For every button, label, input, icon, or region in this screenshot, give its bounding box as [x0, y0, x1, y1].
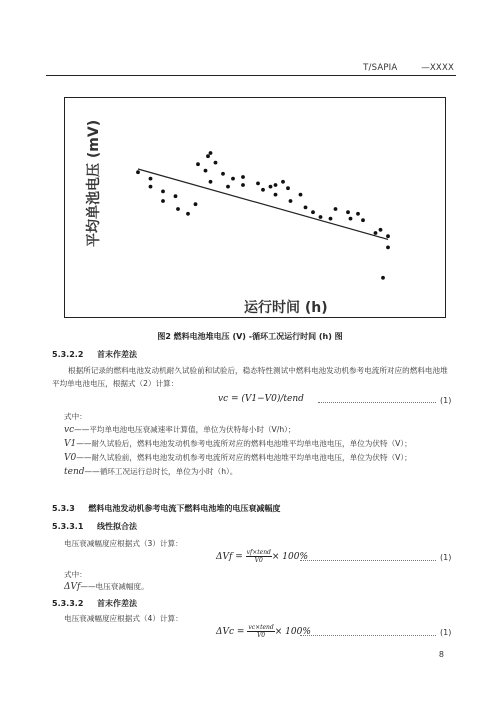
data-point — [149, 177, 153, 181]
data-point — [346, 210, 350, 214]
equation-number: (1) — [440, 396, 452, 405]
document-header — [363, 63, 454, 73]
data-point — [221, 172, 225, 176]
data-point — [196, 162, 200, 166]
data-point — [274, 193, 278, 197]
where-label: 式中： — [64, 570, 87, 579]
section-5-3-3-1-paragraph: 电压衰减幅度应根据式（3）计算： — [64, 539, 183, 548]
definition-item-vc — [64, 423, 448, 437]
data-point — [161, 190, 165, 194]
definition-item-tend — [64, 465, 448, 479]
data-point — [281, 180, 285, 184]
data-point — [356, 212, 360, 216]
data-point — [226, 185, 230, 189]
data-point — [261, 188, 265, 192]
data-point — [361, 218, 365, 222]
data-point — [136, 170, 140, 174]
fraction-denominator: V0 — [256, 632, 266, 639]
symbol-vc: vc — [64, 425, 75, 435]
formula-rhs: × 100% — [274, 627, 311, 637]
symbol-v0: V0 — [64, 453, 77, 463]
formula-3 — [216, 549, 308, 564]
voltage-time-scatter-chart — [64, 97, 446, 318]
data-point — [241, 183, 245, 187]
section-title: 首末作差法 — [96, 350, 137, 359]
section-5-3-3-2-paragraph: 电压衰减幅度应根据式（4）计算： — [64, 614, 183, 623]
section-number: 5.3.2.2 — [52, 350, 84, 359]
data-point — [194, 202, 198, 206]
data-point — [381, 276, 385, 280]
data-point — [334, 207, 338, 211]
definition-text: ——耐久试验后，燃料电池发动机参考电流所对应的燃料电池堆平均单电池电压，单位为伏特（V）； — [76, 439, 412, 448]
data-point — [209, 151, 213, 155]
formula-2: vc = (V1−V0)/tend — [218, 394, 304, 404]
section-number: 5.3.3 — [52, 504, 75, 513]
section-5-3-3-1-heading — [52, 521, 137, 532]
section-title: 线性拟合法 — [96, 522, 137, 531]
section-title: 首末作差法 — [96, 599, 137, 608]
formula-fraction — [246, 549, 272, 564]
fraction-numerator: vf×tend — [246, 549, 271, 556]
symbol-v1: V1 — [64, 439, 77, 449]
data-point — [329, 217, 333, 221]
definition-item-v0 — [64, 451, 448, 465]
where-label: 式中： — [64, 412, 87, 421]
section-5-3-2-2-paragraph: 根据所记录的燃料电池发动机耐久试验前和试验后，稳态特性测试中燃料电池发动机参考电流所对应的燃料电池堆平均单电池电压，根据式（2）计算： — [52, 366, 448, 388]
data-point — [286, 186, 290, 190]
definition-text: ——平均单电池电压衰减速率计算值，单位为伏特每小时（V/h）； — [74, 425, 296, 434]
section-5-3-2-2-heading — [52, 349, 137, 360]
data-point — [174, 194, 178, 198]
section-5-3-3-2-heading — [52, 598, 137, 609]
standard-number: —XXXX — [421, 63, 454, 73]
data-point — [374, 231, 378, 235]
y-axis-label: 平均单池电压 (mV) — [86, 119, 102, 247]
data-point — [269, 185, 273, 189]
section-number: 5.3.3.1 — [52, 522, 84, 531]
data-point — [289, 199, 293, 203]
equation-number: (1) — [440, 628, 452, 637]
equation-number: (1) — [440, 553, 452, 562]
data-point — [204, 169, 208, 173]
definition-text: ——循环工况运行总时长，单位为小时（h）。 — [84, 467, 238, 476]
data-point — [186, 212, 190, 216]
header-rule — [46, 75, 456, 76]
definition-text: ——耐久试验前，燃料电池发动机参考电流所对应的燃料电池堆平均单电池电压，单位为伏特（V）； — [76, 453, 412, 462]
formula-rhs: × 100% — [271, 552, 309, 562]
data-point — [231, 177, 235, 181]
definition-list — [64, 423, 448, 479]
data-point — [379, 228, 383, 232]
data-point — [304, 206, 308, 210]
fraction-numerator: vc×tend — [248, 624, 274, 631]
formula-lhs: ΔVf = — [216, 552, 246, 562]
trend-line — [138, 169, 388, 239]
fraction-denominator: V0 — [254, 557, 263, 564]
data-point — [319, 215, 323, 219]
symbol-tend: tend — [64, 467, 85, 477]
data-point — [149, 185, 153, 189]
standard-code: T/SAPIA — [363, 63, 398, 73]
definition-item-dvf — [64, 580, 149, 594]
formula-leader-dots — [318, 402, 436, 403]
section-5-3-3-heading — [52, 503, 280, 514]
formula-leader-dots — [300, 560, 436, 561]
data-point — [349, 217, 353, 221]
formula-leader-dots — [300, 635, 436, 636]
plot-area — [136, 151, 390, 280]
data-point — [311, 210, 315, 214]
definition-text: ——电压衰减幅度。 — [80, 582, 149, 591]
data-point — [241, 175, 245, 179]
data-point — [209, 180, 213, 184]
section-number: 5.3.3.2 — [52, 599, 84, 608]
data-point — [386, 234, 390, 238]
formula-fraction — [247, 624, 274, 639]
symbol-dvf: ΔVf — [64, 582, 81, 592]
data-point — [206, 154, 210, 158]
page-number: 8 — [438, 650, 444, 659]
formula-4 — [216, 624, 311, 639]
data-point — [274, 183, 278, 187]
formula-lhs: ΔVc = — [216, 627, 248, 637]
x-axis-label: 运行时间 (h) — [244, 300, 328, 316]
data-point — [386, 246, 390, 250]
data-point — [161, 199, 165, 203]
data-point — [256, 182, 260, 186]
data-point — [176, 207, 180, 211]
data-point — [214, 161, 218, 165]
section-title: 燃料电池发动机参考电流下燃料电池堆的电压衰减幅度 — [88, 504, 281, 513]
figure-caption: 图2 燃料电池堆电压 (V) -循环工况运行时间 (h) 图 — [157, 332, 343, 341]
definition-item-v1 — [64, 437, 448, 451]
data-point — [299, 193, 303, 197]
